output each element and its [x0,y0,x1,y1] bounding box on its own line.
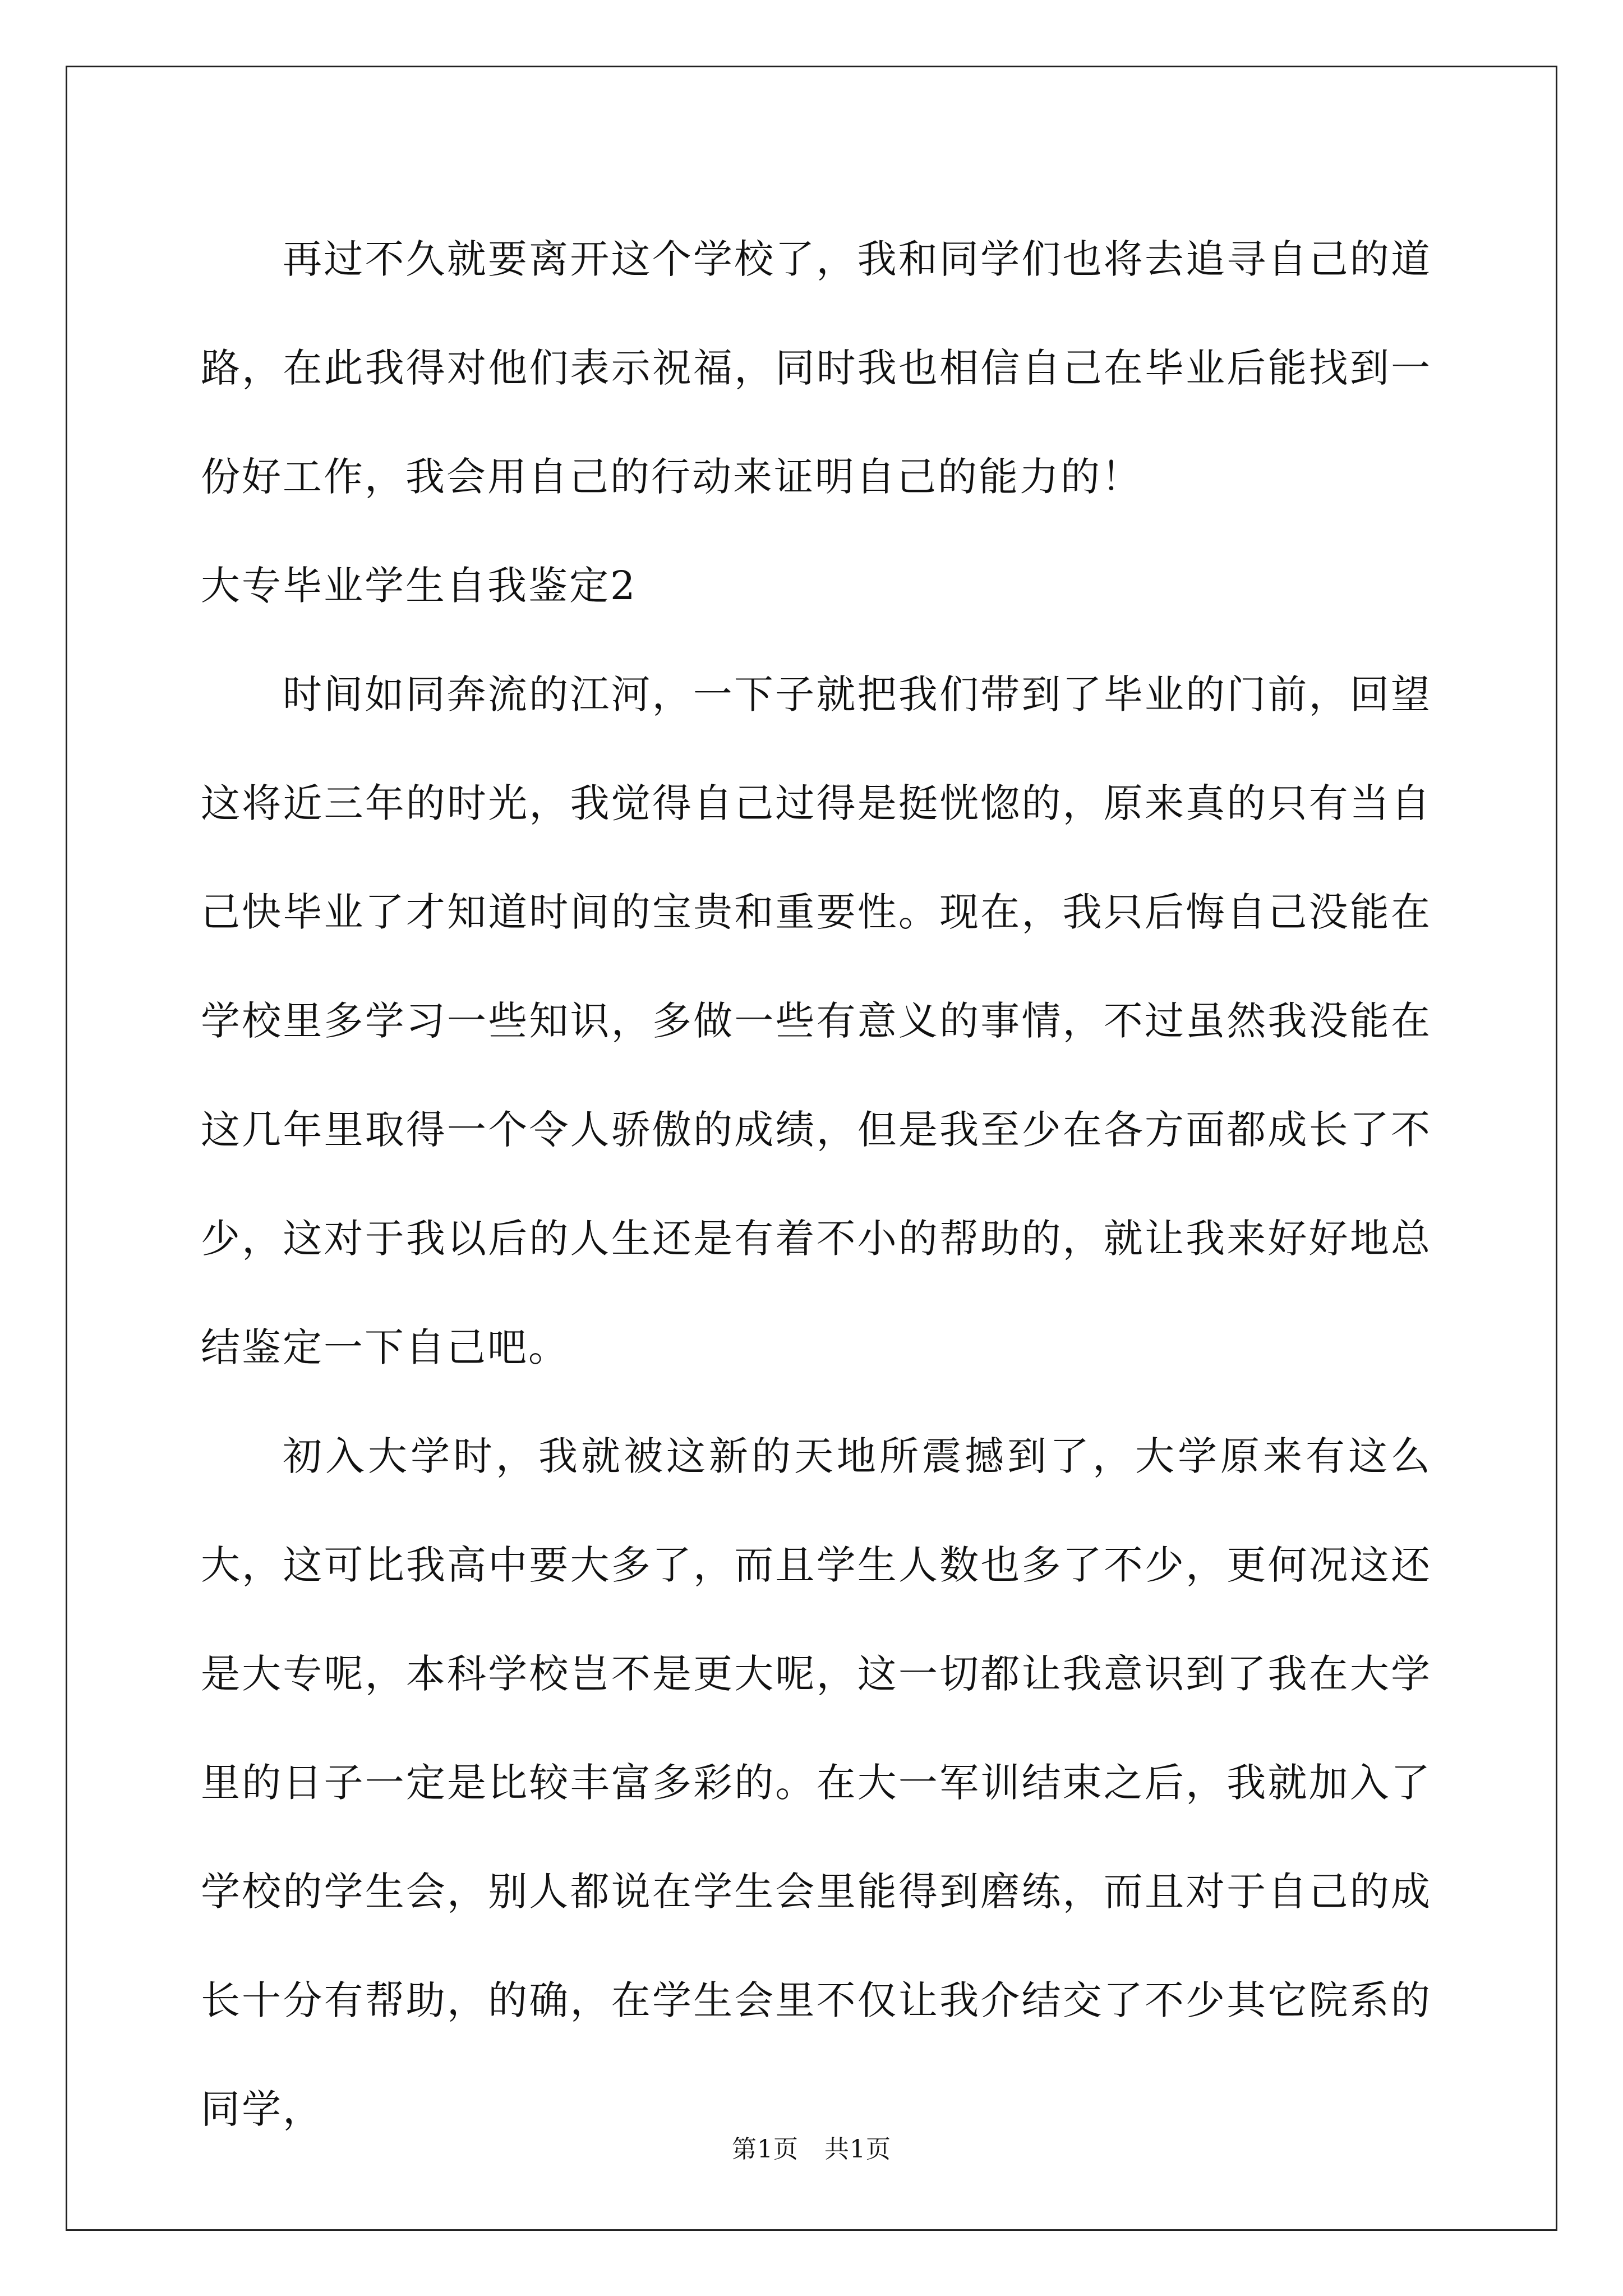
page-number: 第1页 [732,2135,799,2164]
section-heading: 大专毕业学生自我鉴定2 [201,563,637,609]
paragraph-farewell: 再过不久就要离开这个学校了，我和同学们也将去追寻自己的道路，在此我得对他们表示祝福，同时我也相信自己在毕业后能找到一份好工作，我会用自己的行动来证明自己的能力的！ [201,236,1432,500]
document-body [201,205,1432,2164]
page-footer [0,2133,1623,2166]
page-total: 共1页 [824,2135,891,2164]
paragraph-reflection: 时间如同奔流的江河，一下子就把我们带到了毕业的门前，回望这将近三年的时光，我觉得自己过得是挺恍惚的，原来真的只有当自己快毕业了才知道时间的宝贵和重要性。现在，我只后悔自己没能在学校里多学习一些知识，多做一些有意义的事情，不过虽然我没能在这几年里取得一个令人骄傲的成绩，但是我至少在各方面都成长了不少，这对于我以后的人生还是有着不小的帮助的，就让我来好好地总结鉴定一下自己吧。 [201,671,1432,1370]
paragraph-university-life: 初入大学时，我就被这新的天地所震撼到了，大学原来有这么大，这可比我高中要大多了，而且学生人数也多了不少，更何况这还是大专呢，本科学校岂不是更大呢，这一切都让我意识到了我在大学里的日子一定是比较丰富多彩的。在大一军训结束之后，我就加入了学校的学生会，别人都说在学生会里能得到磨练，而且对于自己的成长十分有帮助，的确，在学生会里不仅让我介结交了不少其它院系的同学， [201,1433,1432,2132]
